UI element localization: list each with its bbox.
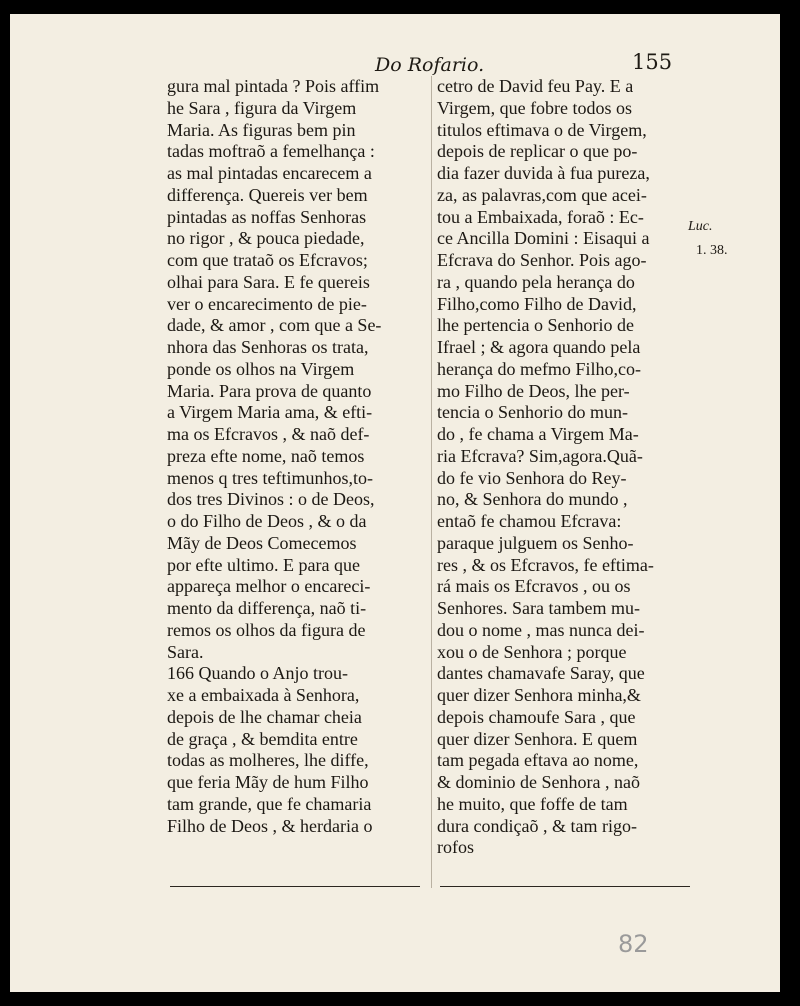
text-line: za, as palavras,com que acei- (437, 184, 647, 205)
text-line: dou o nome , mas nunca dei- (437, 619, 645, 640)
text-line: ver o encarecimento de pie- (167, 293, 367, 314)
text-line: com que trataõ os Efcravos; (167, 250, 368, 270)
text-line: xe a embaixada à Senhora, (167, 685, 360, 705)
left-text-column (167, 76, 429, 837)
text-line: he muito, que foffe de tam (437, 793, 628, 814)
text-line: Mãy de Deos Comecemos (167, 532, 357, 553)
text-line: Maria. Para prova de quanto (167, 380, 372, 401)
text-line: rá mais os Efcravos , ou os (437, 576, 631, 597)
text-line: entaõ fe chamou Efcrava: (437, 511, 622, 531)
text-line: tam pegada eftava ao nome, (437, 750, 639, 771)
text-line: lhe pertencia o Senhorio de (437, 315, 634, 336)
manuscript-page-number: 82 (618, 930, 649, 958)
text-line: quer dizer Senhora. E quem (437, 728, 638, 749)
text-line: dantes chamavafe Saray, que (437, 663, 645, 684)
text-line: titulos eftimava o de Virgem, (437, 119, 647, 140)
text-line: Filho,como Filho de David, (437, 293, 637, 314)
text-line: Filho de Deos , & herdaria o (167, 815, 373, 836)
text-line: o do Filho de Deos , & o da (167, 511, 367, 531)
text-line: depois chamoufe Sara , que (437, 706, 636, 727)
text-line: Efcrava do Senhor. Pois ago- (437, 250, 647, 270)
text-line: tencia o Senhorio do mun- (437, 402, 628, 423)
text-line: por efte ultimo. E para que (167, 554, 360, 575)
text-line: menos q tres teftimunhos,to- (167, 467, 373, 488)
text-line: & dominio de Senhora , naõ (437, 772, 640, 792)
column-divider (431, 76, 432, 888)
text-line: gura mal pintada ? Pois affim (167, 76, 380, 96)
text-line: res , & os Efcravos, fe eftima- (437, 554, 654, 575)
text-line: appareça melhor o encareci- (167, 576, 371, 597)
text-line: herança do mefmo Filho,co- (437, 358, 641, 379)
text-line: rofos (437, 837, 474, 858)
text-line: Senhores. Sara tambem mu- (437, 598, 640, 618)
book-page (10, 14, 780, 992)
text-line: tadas moftraõ a femelhança : (167, 141, 375, 162)
text-line: pintadas as noffas Senhoras (167, 206, 367, 227)
text-line: Sara. (167, 641, 204, 662)
text-line: xou o de Senhora ; porque (437, 641, 627, 662)
text-line: dos tres Divinos : o de Deos, (167, 489, 375, 510)
margin-note-verse: 1. 38. (696, 243, 728, 258)
text-line: a Virgem Maria ama, & efti- (167, 402, 373, 423)
text-line: paraque julguem os Senho- (437, 532, 634, 553)
text-line: todas as molheres, lhe diffe, (167, 750, 369, 771)
text-line: dade, & amor , com que a Se- (167, 315, 382, 336)
page-number: 155 (632, 50, 673, 74)
text-line: dia fazer duvida à fua pureza, (437, 163, 650, 183)
text-line: he Sara , figura da Virgem (167, 97, 357, 118)
text-line: quer dizer Senhora minha,& (437, 685, 641, 705)
text-line: mo Filho de Deos, lhe per- (437, 380, 630, 401)
running-head: Do Rofario. (375, 54, 485, 76)
text-line: preza efte nome, naõ temos (167, 445, 365, 466)
text-line: tam grande, que fe chamaria (167, 793, 372, 814)
text-line: Ifrael ; & agora quando pela (437, 337, 641, 357)
text-line: ra , quando pela herança do (437, 271, 635, 292)
text-line: ma os Efcravos , & naõ def- (167, 424, 370, 444)
text-line: do fe vio Senhora do Rey- (437, 467, 627, 488)
text-line: depois de lhe chamar cheia (167, 706, 362, 727)
text-line: no, & Senhora do mundo , (437, 489, 628, 510)
text-line: olhai para Sara. E fe quereis (167, 271, 370, 292)
text-line: tou a Embaixada, foraõ : Ec- (437, 206, 644, 227)
right-text-column (437, 76, 699, 859)
text-line: depois de replicar o que po- (437, 141, 638, 162)
text-line: no rigor , & pouca piedade, (167, 228, 365, 249)
text-line: mento da differença, naõ ti- (167, 598, 367, 618)
bottom-rule-left (170, 886, 420, 887)
text-line: Maria. As figuras bem pin (167, 119, 356, 140)
text-line: 166 Quando o Anjo trou- (167, 663, 348, 684)
text-line: de graça , & bemdita entre (167, 728, 358, 749)
text-line: differença. Quereis ver bem (167, 184, 368, 205)
text-line: do , fe chama a Virgem Ma- (437, 424, 639, 444)
text-line: as mal pintadas encarecem a (167, 163, 372, 183)
bottom-rule-right (440, 886, 690, 887)
text-line: que feria Mãy de hum Filho (167, 772, 369, 792)
text-line: ria Efcrava? Sim,agora.Quã- (437, 445, 643, 466)
text-line: Virgem, que fobre todos os (437, 97, 633, 118)
text-line: ponde os olhos na Virgem (167, 358, 355, 379)
margin-note-reference: Luc. (688, 219, 713, 234)
text-line: dura condiçaõ , & tam rigo- (437, 815, 637, 836)
text-line: cetro de David feu Pay. E a (437, 76, 634, 96)
text-line: ce Ancilla Domini : Eisaqui a (437, 228, 650, 249)
text-line: remos os olhos da figura de (167, 619, 366, 640)
text-line: nhora das Senhoras os trata, (167, 337, 369, 357)
